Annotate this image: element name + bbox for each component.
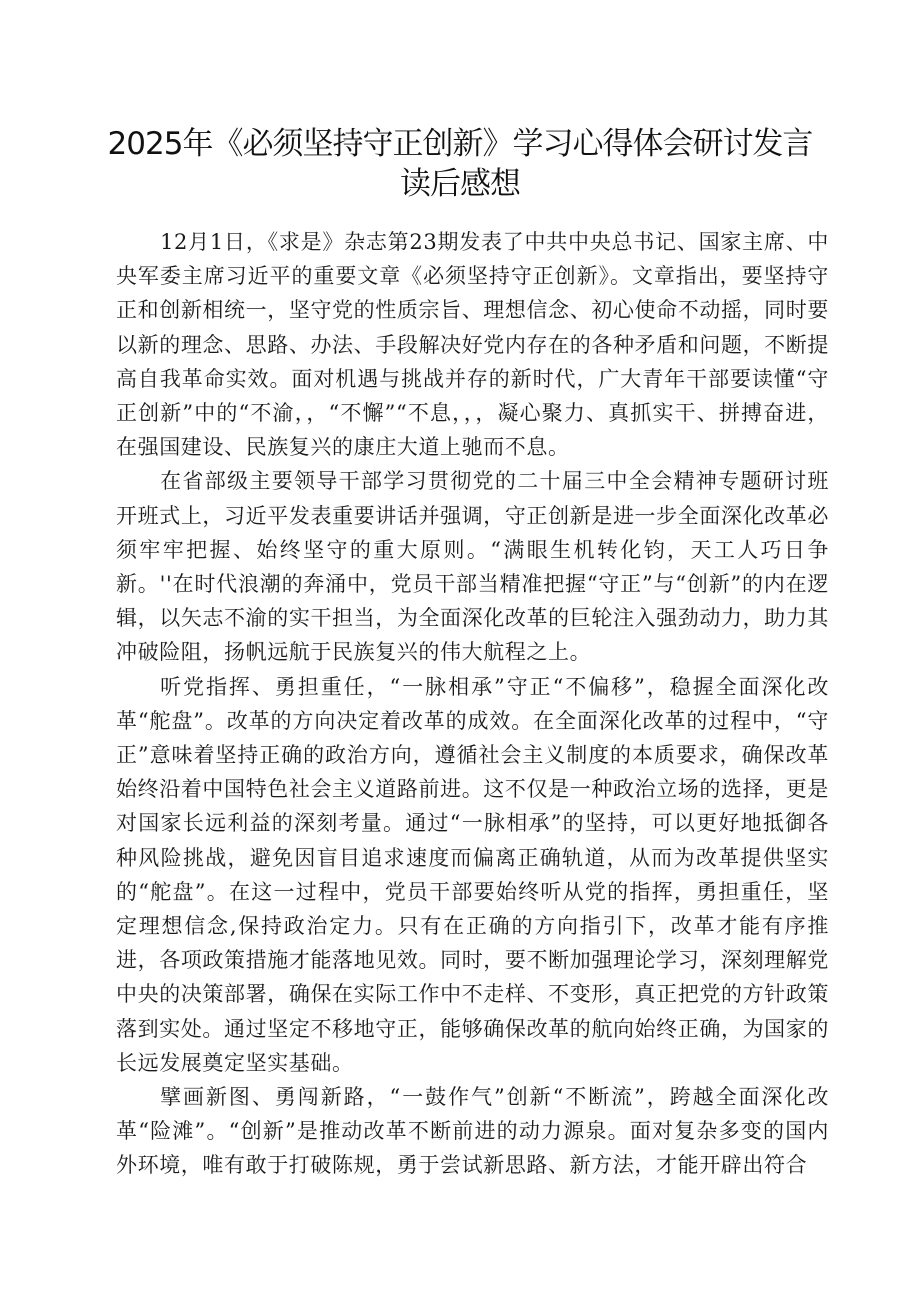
document-title: 2025年《必须坚持守正创新》学习心得体会研讨发言读后感想 bbox=[107, 126, 813, 202]
document-body bbox=[116, 225, 829, 1183]
paragraph-4: 擘画新图、勇闯新路，“一鼓作气”创新“不断流”，跨越全面深化改革“险滩”。“创新”是推动改革不断前进的动力源泉。面对复杂多变的国内外环境，唯有敢于打破陈规，勇于尝试新思路、新方法，才能开辟出符合 bbox=[116, 1085, 829, 1178]
paragraph-3: 听党指挥、勇担重任，“一脉相承”守正“不偏移”，稳握全面深化改革“舵盘”。改革的方向决定着改革的成效。在全面深化改革的过程中，“守正”意味着坚持正确的政治方向，遵循社会主义制度的本质要求，确保改革始终沿着中国特色社会主义道路前进。这不仅是一种政治立场的选择，更是对国家长远利益的深刻考量。通过“一脉相承”的坚持，可以更好地抵御各种风险挑战，避免因盲目追求速度而偏离正确轨道，从而为改革提供坚实的“舵盘”。在这一过程中，党员干部要始终听从党的指挥，勇担重任，坚定理想信念,保持政治定力。只有在正确的方向指引下，改革才能有序推进，各项政策措施才能落地见效。同时，要不断加强理论学习，深刻理解党中央的决策部署，确保在实际工作中不走样、不变形，真正把党的方针政策落到实处。通过坚定不移地守正，能够确保改革的航向始终正确，为国家的长远发展奠定坚实基础。 bbox=[116, 674, 829, 1075]
paragraph-1: 12月1日，《求是》杂志第23期发表了中共中央总书记、国家主席、中央军委主席习近平的重要文章《必须坚持守正创新》。文章指出，要坚持守正和创新相统一，坚守党的性质宗旨、理想信念、初心使命不动摇，同时要以新的理念、思路、办法、手段解决好党内存在的各种矛盾和问题，不断提高自我革命实效。面对机遇与挑战并存的新时代，广大青年干部要读懂“守正创新”中的“不渝，，“不懈”“不息，，，凝心聚力、真抓实干、拼搏奋进，在强国建设、民族复兴的康庄大道上驰而不息。 bbox=[116, 230, 829, 460]
paragraph-2: 在省部级主要领导干部学习贯彻党的二十届三中全会精神专题研讨班开班式上，习近平发表重要讲话并强调，守正创新是进一步全面深化改革必须牢牢把握、始终坚守的重大原则。“满眼生机转化钧，天工人巧日争新。''在时代浪潮的奔涌中，党员干部当精准把握“守正”与“创新”的内在逻辑，以矢志不渝的实干担当，为全面深化改革的巨轮注入强劲动力，助力其冲破险阻，扬帆远航于民族复兴的伟大航程之上。 bbox=[116, 469, 829, 665]
